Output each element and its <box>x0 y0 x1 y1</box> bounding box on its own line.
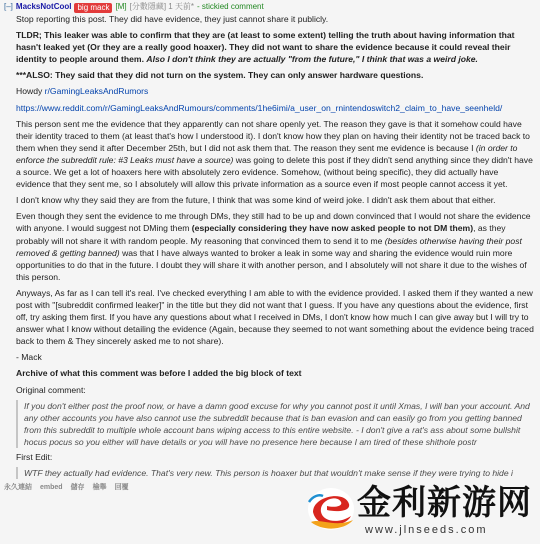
site-watermark <box>305 480 540 544</box>
italic-span: (besides otherwise having their post removed & getting banned) <box>16 235 522 258</box>
evidence-paragraph <box>16 118 534 191</box>
paragraph: Stop reporting this post. They did have evidence, they just cannot share it publicly. <box>16 14 329 24</box>
bold-span: (especially considering they have now asked people to not DM them) <box>191 223 474 234</box>
signature: - Mack <box>16 352 42 363</box>
howdy-paragraph <box>16 85 534 97</box>
text-span: Even though they sent the evidence to me through DMs, they still had to be up and down convinced that I would not share the evidence with anyone. I would suggest not DMing them <box>16 211 531 234</box>
comment-body <box>16 13 534 479</box>
tldr-bold-text: TLDR; This leaker was able to confirm that they are (at least to some extent) telling the truth about having information that hasn't leaked yet (Or they are a really good hoaxer). They did not want to share the evidence because it could reveal their identity to people around them. <box>16 30 515 65</box>
permalink-button[interactable]: 永久連結 <box>4 484 32 492</box>
bold-span: Archive of what this comment was before I added the big block of text <box>16 368 302 379</box>
greeting: Howdy <box>16 86 43 97</box>
score-and-time: [分數隱藏] 1 天前* <box>129 2 195 12</box>
first-edit-quote: WTF they actually had evidence. That's very new. This person is hoaxer but that wouldn't make sense if they were trying to hide i <box>16 467 534 479</box>
original-comment-quote: If you don't either post the proof now, or have a damn good excuse for why you cannot post it until Xmas, I will ban your account. And any other accounts you have also cannot use the subreddit because that is ban evasion and can easily go from you getting banned from this subreddit to multiple whole account bans wiping access to this entire website. - I don't give a rat's ass about some bullshit hocus pocus so you either will have details or you will have no presence here because I am tired of these shithole postr <box>16 400 534 448</box>
reddit-post-link[interactable]: https://www.reddit.com/r/GamingLeaksAndRumours/comments/1he6imi/a_user_on_rnintendoswitch2_claim_to_have_seenheld/ <box>16 102 503 113</box>
text-span: was that I have always wanted to broker a leak in some way and sharing the evidence would ruin more opportunities to do that in the future. I doubt they will share it with another person, and I absolutely will not share it due to the wishes of this person. <box>16 247 527 282</box>
archive-heading <box>16 367 534 379</box>
comment-tagline <box>4 2 534 13</box>
future-paragraph: I don't know why they said they are from the future, I think that was some kind of weird joke. I didn't ask them about that either. <box>16 195 496 206</box>
tldr-bolditalic-text: Also I don't think they are actually "from the future," I think that was a weird joke. <box>146 54 478 65</box>
first-edit-label: First Edit: <box>16 452 53 462</box>
author-link[interactable]: MacksNotCool <box>15 2 72 12</box>
dm-paragraph <box>16 210 534 283</box>
italic-span: (in order to enforce the subreddit rule: #3 Leaks must have a source) <box>16 142 518 165</box>
moderator-marker: [M] <box>115 2 127 12</box>
report-button[interactable]: 檢舉 <box>92 484 107 492</box>
embed-button[interactable]: embed <box>40 484 63 492</box>
reply-button[interactable]: 回覆 <box>114 484 129 492</box>
text-span: was going to delete this post if they didn't send anything since they didn't have a source. We get a lot of hoaxers here with absolutely zero evidence. Somehow, (without being specific), they did actually have evidence that they sent me, so I absolutely will allow this private information as a source even if most people cannot access it yet. <box>16 154 533 190</box>
also-bold-text: ***ALSO: They said that they did not turn on the system. They can only answer hardware questions. <box>16 70 424 81</box>
subreddit-link[interactable]: r/GamingLeaksAndRumors <box>44 86 149 97</box>
stickied-label: - stickied comment <box>197 2 264 12</box>
anyways-paragraph: Anyways, As far as I can tell it's real. I've checked everything I am able to with the evidence provided. I asked them if they wanted a new post with "[subreddit confirmed leaker]" in the title but they did not want that I guess. If you have any questions about the evidence, first off, try asking them first. If you have any questions about what I received in DMs, I don't know how much I can give away but I will try to answer what I know without detailing the evidence (Again, because they seemed to not want something about the evidence being traced back to them & They sincerely asked me to not share). <box>16 287 534 347</box>
watermark-text: 金利新游网 <box>357 483 532 523</box>
url-paragraph <box>16 102 534 114</box>
text-span: This person sent me the evidence that they apparently can not share openly yet. The reason they gave is that it somehow could have their identity traced to them (at least that's how I understood it). I don't know how they plan on having their identity not be traced back to them when they send it after December 25th, but I did not ask them that. The reason they sent me evidence is because I <box>16 118 530 153</box>
also-paragraph <box>16 69 534 81</box>
original-label: Original comment: <box>16 384 86 395</box>
user-flair-badge: big mack <box>74 3 112 13</box>
watermark-url: www.jlnseeds.com <box>365 524 488 536</box>
collapse-toggle[interactable]: [–] <box>4 2 13 12</box>
tldr-paragraph <box>16 29 534 65</box>
watermark-logo-icon <box>305 482 357 534</box>
stickied-comment <box>4 2 534 494</box>
text-span: , as they probably will not share it with random people. My reasoning that convinced them to send it to me <box>16 223 506 246</box>
save-button[interactable]: 儲存 <box>70 484 85 492</box>
